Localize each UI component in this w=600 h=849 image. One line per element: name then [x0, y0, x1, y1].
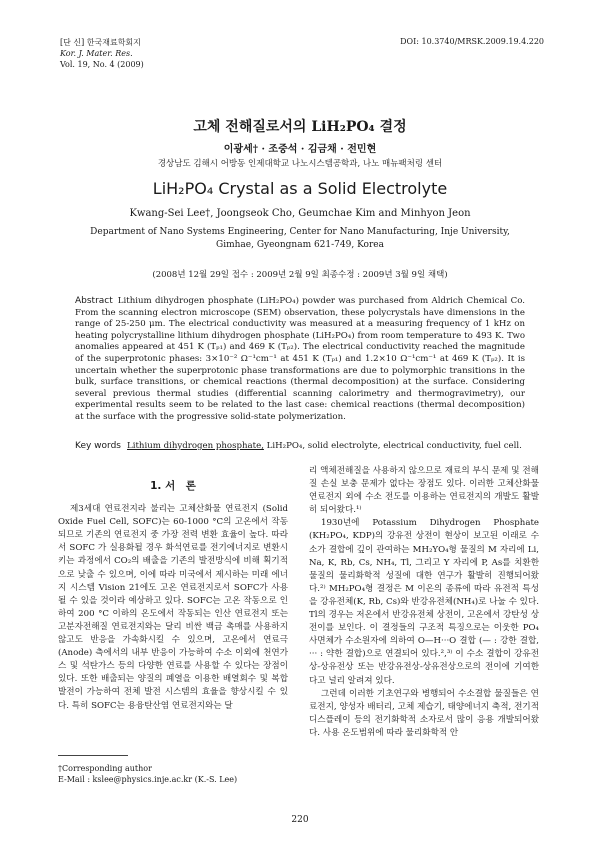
corresponding-author: †Corresponding author — [58, 764, 152, 773]
left-column — [58, 480, 288, 713]
korean-affiliation: 경상남도 김해시 어방동 인제대학교 나노시스템공학과, 나노 매뉴팩처링 센터 — [157, 159, 443, 169]
page-number: 220 — [291, 815, 309, 825]
abstract — [75, 296, 525, 424]
english-authors: Kwang-Sei Lee†, Joongseok Cho, Geumchae Kim and Minhyon Jeon — [129, 208, 471, 219]
affiliation-line-2: Gimhae, Gyeongnam 621-749, Korea — [216, 240, 384, 250]
english-title: LiH₂PO₄ Crystal as a Solid Electrolyte — [152, 179, 448, 198]
korean-title: 고체 전해질로서의 LiH₂PO₄ 결정 — [193, 119, 407, 135]
journal-volume: Vol. 19, No. 4 (2009) — [60, 60, 144, 69]
keywords-rest: LiH₂PO₄, solid electrolyte, electrical conductivity, fuel cell. — [263, 441, 522, 451]
right-paragraph-3: 그런데 이러한 기초연구와 병행되어 수소결합 물질들은 연료전지, 양성자 배터리, 고체 제습기, 태양에너지 축적, 전기적 디스플레이 등의 전기화학적 소자로서 많이 응용 개발되어왔다. 사용 온도범위에 따라 물리화학적 안 — [309, 688, 539, 738]
keywords-label: Key words — [75, 441, 121, 451]
journal-info — [60, 37, 144, 70]
doi: DOI: 10.3740/MRSK.2009.19.4.220 — [400, 37, 544, 46]
abstract-label: Abstract — [75, 296, 113, 306]
right-column — [309, 465, 539, 740]
abstract-text: Lithium dihydrogen phosphate (LiH₂PO₄) powder was purchased from Aldrich Chemical Co. From the scanning electron microscope (SEM) observation, these polycrystals have dimensions in the range of 25-250 μm. The electrical conductivity was measured at a measuring frequency of 1 kHz on heating polycrystalline lithium dihydrogen phosphate (LiH₂PO₄) from room temperature to 493 K. Two anomalies appeared at 451 K (Tₚ₁) and 469 K (Tₚ₂). The electrical conductivity reached the magnitude of the superprotonic phases: 3×10⁻² Ω⁻¹cm⁻¹ at 451 K (Tₚ₁) and 1.2×10 Ω⁻¹cm⁻¹ at 469 K (Tₚ₂). It is uncertain whether the superprotonic phase transformations are due to polymorphic transitions in the bulk, surface transitions, or chemical reactions (thermal decomposition) at the surface. Considering several previous thermal studies (differential scanning calorimetry and thermogravimetry), our experimental results seem to be related to the last case: chemical reactions (thermal decomposition) at the surface with the progressive solid-state polymerization. — [75, 296, 525, 422]
right-paragraph-2: 1930년에 Potassium Dihydrogen Phosphate (KH₂PO₄, KDP)의 강유전 상전이 현상이 보고된 이래로 수소가 결합에 깊이 관여하는 MH₂YO₄형 물질의 M 자리에 Li, Na, K, Rb, Cs, NH₄, Tl, 그리고 Y 자리에 P, As를 치환한 물질의 물리화학적 성질에 대한 연구가 활발히 진행되어왔다.²⁾ MH₂PO₄형 결정은 M 이온의 종류에 따라 유전적 특성을 강유전체(K, Rb, Cs)와 반강유전체(NH₄)로 나눌 수 있다. Tl의 경우는 저온에서 반강유전체 상전이, 고온에서 강탄성 상전이를 보인다. 이 결정들의 구조적 특징으로는 이웃한 PO₄ 사면체가 수소원자에 의하여 O—H···O 결합 (— : 강한 결합, ··· : 약한 결합)으로 연결되어 있다.²,³⁾ 이 수소 결합이 강유전상-상유전상 또는 반강유전상-상유전상으로의 전이에 기여한다고 널리 알려져 있다. — [309, 518, 539, 686]
keywords — [75, 441, 525, 451]
received-dates: (2008년 12월 29일 접수 : 2009년 2월 9일 최종수정 : 2009년 3월 9일 채택) — [152, 270, 448, 280]
right-paragraph-1: 리 액체전해질을 사용하지 않으므로 재료의 부식 문제 및 전해질 손실 보충 문제가 없다는 장점도 있다. 이러한 고체산화물 연료전지 외에 수소 전도를 이용하는 연료전지의 개발도 활발히 되어왔다.¹⁾ — [309, 466, 539, 516]
footnote — [58, 763, 237, 785]
english-affiliation — [0, 226, 600, 252]
section-heading: 1. 서 론 — [150, 480, 196, 492]
keyword-underlined: Lithium dihydrogen phosphate, — [127, 441, 264, 451]
left-paragraph-1: 제3세대 연료전지라 불리는 고체산화물 연료전지 (Solid Oxide Fuel Cell, SOFC)는 60-1000 °C의 고온에서 작동되므로 기존의 연료전지 중 가장 전력 변환 효율이 높다. 따라서 SOFC 가 실용화될 경우 화석연료를 전기에너지로 변환시키는 과정에서 CO₂의 배출을 기존의 발전방식에 비해 획기적으로 낮출 수 있으며, 이에 따라 미국에서 제시하는 미래 에너지 시스템 Vision 21에도 고온 연료전지로서 SOFC가 사용될 수 있을 것이라 예상하고 있다. SOFC는 고온 작동으로 인하여 200 °C 이하의 온도에서 작동되는 인산 연료전지 또는 고분자전해질 연료전지와는 달리 비싼 백금 촉매를 사용하지 않고도 반응을 가속화시킬 수 있으며, 고온에서 연료극(Anode) 측에서의 내부 반응이 가능하여 수소 이외에 천연가스 및 석탄가스 등의 다양한 연료를 사용할 수 있다는 장점이 있다. 또한 배출되는 양질의 폐열을 이용한 배열회수 및 복합발전이 가능하여 전체 발전 시스템의 효율을 향상시킬 수 있다. 특히 SOFC는 용융탄산염 연료전지와는 달 — [58, 504, 288, 711]
affiliation-line-1: Department of Nano Systems Engineering, Center for Nano Manufacturing, Inje University, — [90, 227, 510, 237]
footnote-divider — [58, 755, 128, 756]
korean-authors: 이광세† · 조중석 · 김금채 · 전민현 — [223, 144, 377, 155]
corresponding-email: E-Mail : kslee@physics.inje.ac.kr (K.-S. Lee) — [58, 775, 238, 784]
journal-name-english: Kor. J. Mater. Res. — [60, 49, 133, 58]
journal-name-korean: [단 신] 한국재료학회지 — [60, 38, 141, 47]
